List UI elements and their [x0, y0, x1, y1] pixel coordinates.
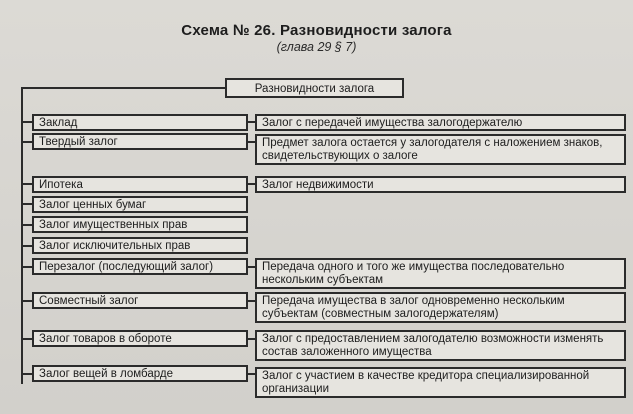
page-title: Схема № 26. Разновидности залога	[181, 22, 452, 39]
desc-box-tverdy-zalog: Предмет залога остается у залогодателя с наложением знаков, свидетельствующих о залоге	[255, 134, 626, 165]
type-box-tovary-v-oborote: Залог товаров в обороте	[32, 330, 248, 347]
root-box: Разновидности залога	[225, 78, 404, 98]
type-box-isklyuchitelnye-prava: Залог исключительных прав	[32, 237, 248, 254]
desc-box-lombard: Залог с участием в качестве кредитора специализированной организации	[255, 367, 626, 398]
type-box-imushchestvennye-prava: Залог имущественных прав	[32, 216, 248, 233]
type-box-sovmestny-zalog: Совместный залог	[32, 292, 248, 309]
type-box-perezalog: Перезалог (последующий залог)	[32, 258, 248, 275]
type-box-ipoteka: Ипотека	[32, 176, 248, 193]
type-box-lombard: Залог вещей в ломбарде	[32, 365, 248, 382]
desc-box-perezalog: Передача одного и того же имущества последовательно нескольким субъектам	[255, 258, 626, 289]
type-box-cennye-bumagi: Залог ценных бумаг	[32, 196, 248, 213]
desc-box-ipoteka: Залог недвижимости	[255, 176, 626, 193]
page-subtitle: (глава 29 § 7)	[276, 40, 357, 54]
type-box-zaklad: Заклад	[32, 114, 248, 131]
type-box-tverdy-zalog: Твердый залог	[32, 133, 248, 150]
desc-box-tovary-v-oborote: Залог с предоставлением залогодателю возможности изменять состав заложенного имущества	[255, 330, 626, 361]
desc-box-zaklad: Залог с передачей имущества залогодержателю	[255, 114, 626, 131]
desc-box-sovmestny-zalog: Передача имущества в залог одновременно нескольким субъектам (совместным залогодержателям)	[255, 292, 626, 323]
